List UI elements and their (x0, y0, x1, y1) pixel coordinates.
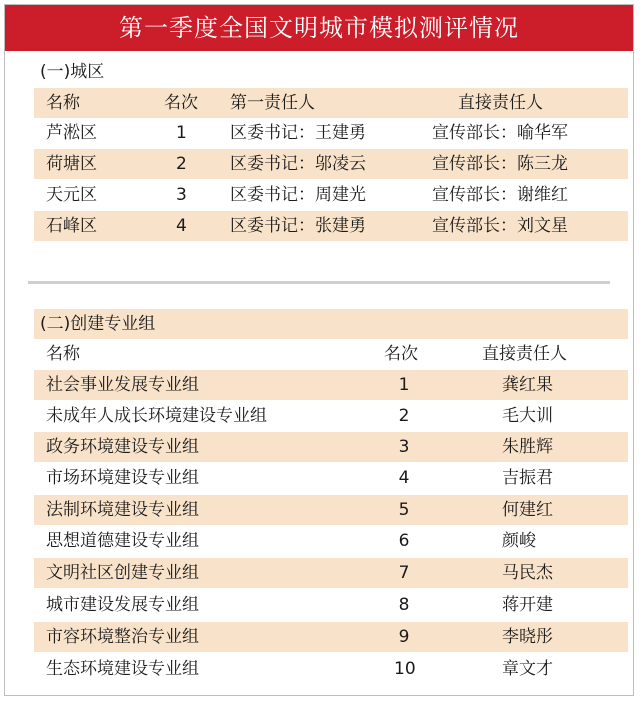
direct-responsible: 宣传部长：陈三龙 (432, 154, 568, 174)
group-rank: 3 (398, 437, 410, 457)
direct-responsible: 朱胜辉 (502, 437, 553, 457)
header-name: 名称 (46, 344, 80, 364)
group-rank: 2 (398, 406, 410, 426)
table-row (34, 180, 628, 210)
table-row (34, 654, 628, 684)
district-rank: 4 (176, 216, 187, 236)
group-rank: 10 (394, 659, 416, 679)
direct-responsible: 龚红果 (502, 375, 553, 395)
group-name: 城市建设发展专业组 (46, 595, 199, 615)
table-row (34, 211, 628, 241)
header-name: 名称 (46, 93, 80, 113)
table-row (34, 558, 628, 588)
section-2-label: (二)创建专业组 (34, 309, 628, 339)
district-name: 芦淞区 (46, 123, 97, 143)
direct-responsible: 颜峻 (502, 531, 536, 551)
group-rank: 5 (398, 500, 410, 520)
section-1-label: (一)城区 (40, 62, 105, 82)
group-name: 思想道德建设专业组 (46, 531, 199, 551)
direct-responsible: 宣传部长：喻华军 (432, 123, 568, 143)
group-rank: 1 (398, 375, 410, 395)
table-row (34, 432, 628, 462)
table-row (34, 526, 628, 556)
table-row (34, 149, 628, 179)
group-name: 文明社区创建专业组 (46, 563, 199, 583)
direct-responsible: 毛大训 (502, 406, 553, 426)
group-rank: 8 (398, 595, 410, 615)
group-rank: 9 (398, 627, 410, 647)
table-row (34, 370, 628, 400)
section-divider (28, 281, 610, 284)
direct-responsible: 吉振君 (502, 468, 553, 488)
group-rank: 7 (398, 563, 410, 583)
first-responsible: 区委书记：张建勇 (230, 216, 366, 236)
direct-responsible: 宣传部长：谢维红 (432, 185, 568, 205)
group-rank: 4 (398, 468, 410, 488)
table-row (34, 590, 628, 620)
direct-responsible: 马民杰 (502, 563, 553, 583)
header-rank: 名次 (164, 93, 198, 113)
group-name: 市场环境建设专业组 (46, 468, 199, 488)
district-name: 石峰区 (46, 216, 97, 236)
group-name: 生态环境建设专业组 (46, 659, 199, 679)
table-row (34, 495, 628, 525)
table-row (34, 463, 628, 493)
direct-responsible: 蒋开建 (502, 595, 553, 615)
table-row (34, 118, 628, 148)
district-rank: 1 (176, 123, 187, 143)
header-first-responsible: 第一责任人 (230, 93, 315, 113)
table-row (34, 401, 628, 431)
page-title: 第一季度全国文明城市模拟测评情况 (5, 5, 633, 51)
group-name: 法制环境建设专业组 (46, 500, 199, 520)
group-name: 社会事业发展专业组 (46, 375, 199, 395)
header-direct-responsible: 直接责任人 (482, 344, 567, 364)
section-2-header-row (34, 339, 628, 369)
district-name: 荷塘区 (46, 154, 97, 174)
group-name: 市容环境整治专业组 (46, 627, 199, 647)
first-responsible: 区委书记：周建光 (230, 185, 366, 205)
direct-responsible: 李晓彤 (502, 627, 553, 647)
direct-responsible: 宣传部长：刘文星 (432, 216, 568, 236)
first-responsible: 区委书记：邬凌云 (230, 154, 366, 174)
district-rank: 2 (176, 154, 187, 174)
header-direct-responsible: 直接责任人 (458, 93, 543, 113)
direct-responsible: 章文才 (502, 659, 553, 679)
district-rank: 3 (176, 185, 187, 205)
table-row (34, 622, 628, 652)
district-name: 天元区 (46, 185, 97, 205)
direct-responsible: 何建红 (502, 500, 553, 520)
section-1-header-row (34, 88, 628, 118)
header-rank: 名次 (384, 344, 418, 364)
first-responsible: 区委书记：王建勇 (230, 123, 366, 143)
group-name: 政务环境建设专业组 (46, 437, 199, 457)
group-rank: 6 (398, 531, 410, 551)
group-name: 未成年人成长环境建设专业组 (46, 406, 267, 426)
